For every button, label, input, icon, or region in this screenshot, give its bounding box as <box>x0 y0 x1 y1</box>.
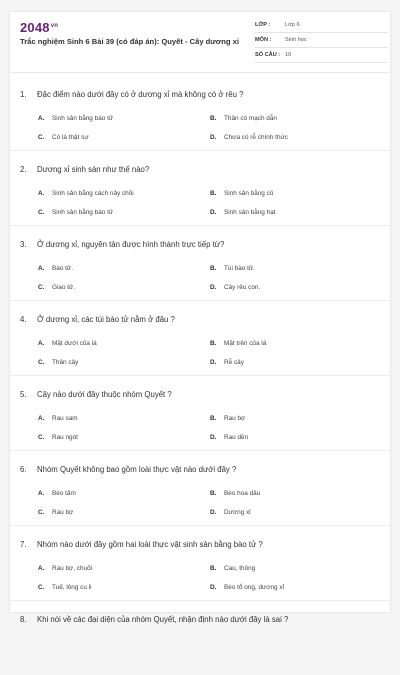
meta-table <box>255 18 387 63</box>
option-letter: C. <box>38 134 45 141</box>
answer-option-c[interactable] <box>38 359 78 366</box>
question-item <box>10 601 390 675</box>
answer-option-d[interactable] <box>210 584 284 591</box>
option-text: Sinh sản bằng bào tử <box>52 209 114 216</box>
answer-option-b[interactable] <box>210 565 255 572</box>
option-text: Rau bợ <box>224 415 246 422</box>
question-text-line <box>20 540 263 549</box>
answer-option-b[interactable] <box>210 415 245 422</box>
question-number: 3. <box>20 240 27 249</box>
option-letter: B. <box>210 415 217 422</box>
document-header <box>10 12 390 70</box>
answer-option-d[interactable] <box>210 509 251 516</box>
answer-option-b[interactable] <box>210 115 277 122</box>
question-text: Ở dương xỉ, nguyên tản được hình thành trực tiếp từ? <box>37 240 225 249</box>
option-text: Rau bợ, chuối <box>52 565 93 572</box>
option-letter: D. <box>210 134 217 141</box>
question-text-line <box>20 165 149 174</box>
option-text: Sinh sản bằng hạt <box>224 209 276 216</box>
meta-row-subject <box>255 33 387 48</box>
question-number: 4. <box>20 315 27 324</box>
answer-option-d[interactable] <box>210 209 276 216</box>
meta-label: LỚP : <box>255 22 271 28</box>
option-text: Rau bợ <box>52 509 74 516</box>
meta-value: Lớp 6 <box>285 22 300 28</box>
option-text: Rau dền <box>224 434 249 441</box>
answer-option-d[interactable] <box>210 359 244 366</box>
option-letter: B. <box>210 490 217 497</box>
answer-option-c[interactable] <box>38 284 75 291</box>
option-letter: D. <box>210 434 217 441</box>
site-logo[interactable]: $2048^{vn}$ <box>20 20 59 35</box>
question-text-line <box>20 90 243 99</box>
question-text-line <box>20 240 224 249</box>
question-text-line <box>20 390 172 399</box>
option-letter: C. <box>38 209 45 216</box>
question-number: 6. <box>20 465 27 474</box>
question-number: 5. <box>20 390 27 399</box>
question-text-line <box>20 315 175 324</box>
question-text: Cây nào dưới đây thuộc nhóm Quyết ? <box>37 390 172 399</box>
question-item <box>10 301 390 376</box>
answer-option-d[interactable] <box>210 134 288 141</box>
answer-option-c[interactable] <box>38 134 89 141</box>
meta-row-grade <box>255 18 387 33</box>
question-item <box>10 151 390 226</box>
option-text: Sinh sản bằng củ <box>224 190 274 197</box>
answer-option-b[interactable] <box>210 340 266 347</box>
question-item <box>10 76 390 151</box>
option-letter: B. <box>210 190 217 197</box>
option-letter: A. <box>38 490 45 497</box>
option-letter: A. <box>38 115 45 122</box>
answer-option-c[interactable] <box>38 509 73 516</box>
option-letter: D. <box>210 359 217 366</box>
meta-value: 10 <box>285 52 292 58</box>
question-number: 7. <box>20 540 27 549</box>
answer-option-d[interactable] <box>210 284 260 291</box>
answer-option-a[interactable] <box>38 190 134 197</box>
answer-option-b[interactable] <box>210 190 273 197</box>
answer-option-a[interactable] <box>38 340 97 347</box>
question-number: 8. <box>20 615 27 624</box>
option-letter: D. <box>210 209 217 216</box>
option-text: Bèo tấm <box>52 490 76 497</box>
answer-option-a[interactable] <box>38 115 113 122</box>
question-text: Dương xỉ sinh sản như thế nào? <box>37 165 150 174</box>
question-item <box>10 526 390 601</box>
question-item <box>10 376 390 451</box>
question-text: Nhóm nào dưới đây gồm hai loài thực vật sinh sản bằng bào tử ? <box>37 540 263 549</box>
answer-option-a[interactable] <box>38 490 76 497</box>
answer-option-a[interactable] <box>38 415 78 422</box>
answer-option-c[interactable] <box>38 584 92 591</box>
answer-option-c[interactable] <box>38 434 78 441</box>
meta-row-count <box>255 48 387 63</box>
option-text: Cây rêu con. <box>224 284 261 291</box>
question-text-line <box>20 465 236 474</box>
option-letter: B. <box>210 340 217 347</box>
option-text: Cau, thông <box>224 565 256 572</box>
option-text: Thân cây <box>52 359 79 366</box>
meta-label: MÔN : <box>255 37 272 43</box>
option-letter: D. <box>210 284 217 291</box>
question-number: 1. <box>20 90 27 99</box>
question-number: 2. <box>20 165 27 174</box>
option-letter: D. <box>210 509 217 516</box>
option-letter: C. <box>38 509 45 516</box>
option-text: Dương xỉ <box>224 509 251 516</box>
option-text: Bèo hoa dâu <box>224 490 261 497</box>
option-letter: B. <box>210 565 217 572</box>
meta-value: Sinh học <box>285 37 307 43</box>
logo-suffix: vn <box>50 22 59 29</box>
option-text: Rau sam <box>52 415 78 422</box>
option-text: Rau ngót <box>52 434 78 441</box>
option-letter: C. <box>38 284 45 291</box>
option-text: Giao tử. <box>52 284 76 291</box>
question-text-line <box>20 615 288 624</box>
question-text: Nhóm Quyết không bao gồm loài thực vật nào dưới đây ? <box>37 465 237 474</box>
option-letter: D. <box>210 584 217 591</box>
option-text: Sinh sản bằng bào tử <box>52 115 114 122</box>
option-letter: B. <box>210 265 217 272</box>
option-letter: C. <box>38 434 45 441</box>
option-text: Túi bào tử. <box>224 265 255 272</box>
option-text: Có lá thật sự <box>52 134 89 141</box>
option-text: Thân có mạch dẫn <box>224 115 277 122</box>
option-text: Mặt dưới của lá <box>52 340 97 347</box>
option-letter: B. <box>210 115 217 122</box>
document-page <box>10 12 390 624</box>
option-letter: A. <box>38 415 45 422</box>
option-letter: C. <box>38 359 45 366</box>
answer-option-c[interactable] <box>38 209 113 216</box>
option-letter: A. <box>38 565 45 572</box>
option-text: Mặt trên của lá <box>224 340 267 347</box>
question-text: Khi nói về các đại diện của nhóm Quyết, nhận định nào dưới đây là sai ? <box>37 615 289 624</box>
header-divider <box>10 72 390 73</box>
answer-option-a[interactable] <box>38 565 92 572</box>
document-title: Trắc nghiệm Sinh 6 Bài 39 (có đáp án): Quyết - Cây dương xỉ <box>20 37 239 46</box>
option-text: Bèo tổ ong, dương xỉ <box>224 584 284 591</box>
question-text: Ở dương xỉ, các túi bào tử nằm ở đâu ? <box>37 315 175 324</box>
answer-option-b[interactable] <box>210 490 260 497</box>
answer-option-b[interactable] <box>210 265 255 272</box>
option-text: Tuế, lông cu li <box>52 584 92 591</box>
question-list <box>10 76 390 675</box>
answer-option-a[interactable] <box>38 265 73 272</box>
meta-label: SỐ CÂU : <box>255 52 281 58</box>
answer-option-d[interactable] <box>210 434 248 441</box>
option-text: Rễ cây <box>224 359 244 366</box>
question-text: Đặc điểm nào dưới đây có ở dương xỉ mà không có ở rêu ? <box>37 90 244 99</box>
option-text: Bào tử. <box>52 265 73 272</box>
question-item <box>10 451 390 526</box>
question-item <box>10 226 390 301</box>
option-letter: A. <box>38 265 45 272</box>
option-text: Chưa có rễ chính thức <box>224 134 288 141</box>
option-text: Sinh sản bằng cách nảy chồi <box>52 190 134 197</box>
option-letter: A. <box>38 340 45 347</box>
option-letter: A. <box>38 190 45 197</box>
option-letter: C. <box>38 584 45 591</box>
